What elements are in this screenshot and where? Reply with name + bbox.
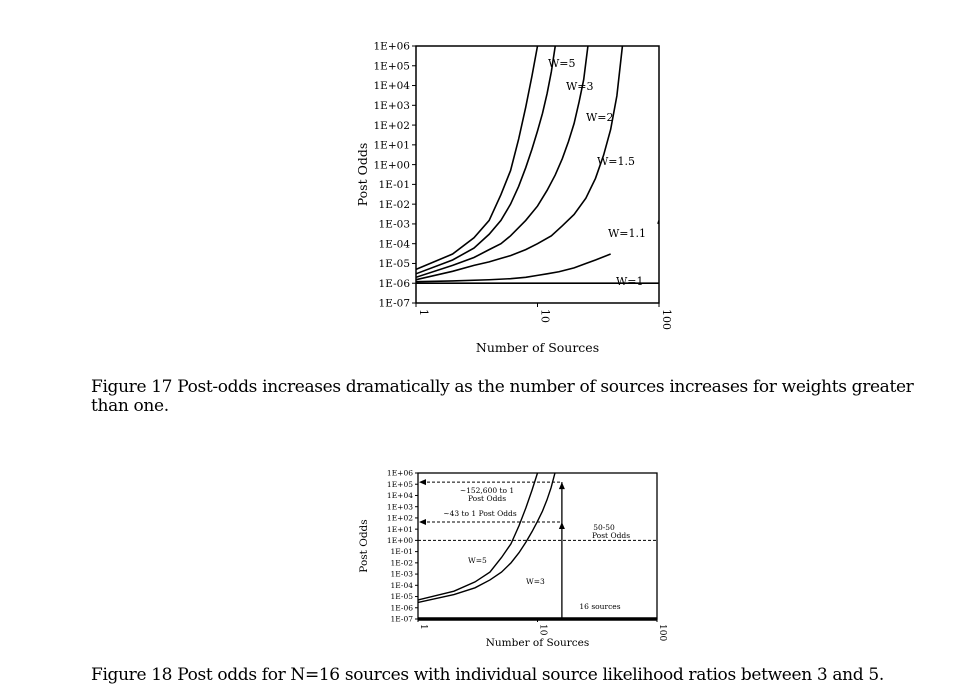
y-tick-label: 1E+01 [386,524,413,534]
y-tick-label: 1E-05 [390,592,413,602]
y-tick-label: 1E-04 [378,238,410,251]
x-tick-label: 1 [418,624,429,630]
y-tick-label: 1E-06 [378,277,410,290]
series-label-w-2: W=2 [586,111,614,124]
y-tick-label: 1E-01 [390,547,413,557]
y-tick-label: 1E-06 [390,603,413,613]
series-label-w-3: W=3 [526,577,545,586]
x-tick-label: 100 [657,624,668,642]
y-tick-label: 1E-01 [378,179,410,192]
y-tick-label: 1E-02 [390,558,413,568]
y-tick-label: 1E+03 [373,99,410,112]
y-tick-label: 1E+06 [373,40,410,53]
annotation-sources: 16 sources [579,602,621,611]
series-label-w-5: W=5 [468,556,487,565]
annotation-fifty-sub: Post Odds [591,531,631,540]
y-axis-label: Post Odds [358,519,370,573]
y-tick-label: 1E+01 [373,139,410,152]
y-tick-label: 1E+04 [373,80,410,93]
y-tick-label: 1E+04 [386,491,413,501]
y-tick-label: 1E-04 [390,580,413,590]
y-tick-label: 1E-03 [390,569,413,579]
arrowhead-up-high [559,482,565,489]
x-tick-label: 100 [659,309,673,330]
y-tick-label: 1E-05 [378,258,410,271]
y-tick-label: 1E-07 [378,297,410,310]
y-tick-label: 1E+00 [373,159,410,172]
y-tick-label: 1E-03 [378,218,410,231]
y-tick-label: 1E+05 [386,479,413,489]
y-tick-label: 1E-02 [378,198,410,211]
series-label-w-1: W=1 [616,275,644,288]
arrowhead-up-low [559,522,565,529]
x-axis-label: Number of Sources [485,637,590,649]
plot-frame [418,473,657,619]
arrowhead-left-low [419,519,426,525]
x-tick-label: 10 [538,309,552,323]
y-tick-label: 1E+00 [386,536,413,546]
series-label-w-1-1: W=1.1 [608,227,647,240]
figure17-caption: Figure 17 Post-odds increases dramatically as the number of sources increases for weights greater than one. [91,377,914,416]
arrowhead-left-high [419,479,426,485]
y-tick-label: 1E+03 [386,502,413,512]
x-tick-label: 1 [416,309,430,316]
series-label-w-3: W=3 [566,80,594,93]
x-tick-label: 10 [537,624,548,636]
figure18-caption: Figure 18 Post odds for N=16 sources with individual source likelihood ratios between 3 and 5. [91,665,884,685]
annotation-fifty: 50-50 [593,523,615,532]
y-tick-label: 1E+06 [386,468,413,478]
y-tick-label: 1E+02 [373,119,410,132]
x-axis-label: Number of Sources [475,340,600,355]
y-tick-label: 1E+05 [373,60,410,73]
y-tick-label: 1E+02 [386,513,413,523]
series-label-w-1-5: W=1.5 [597,155,636,168]
annotation-odds-low: ~43 to 1 Post Odds [443,509,517,518]
annotation-odds-high-sub: Post Odds [467,494,507,503]
annotation-odds-high: ~152,600 to 1 [459,486,515,495]
y-axis-label: Post Odds [355,142,370,207]
series-label-w-5: W=5 [548,57,576,70]
y-tick-label: 1E-07 [390,614,413,624]
